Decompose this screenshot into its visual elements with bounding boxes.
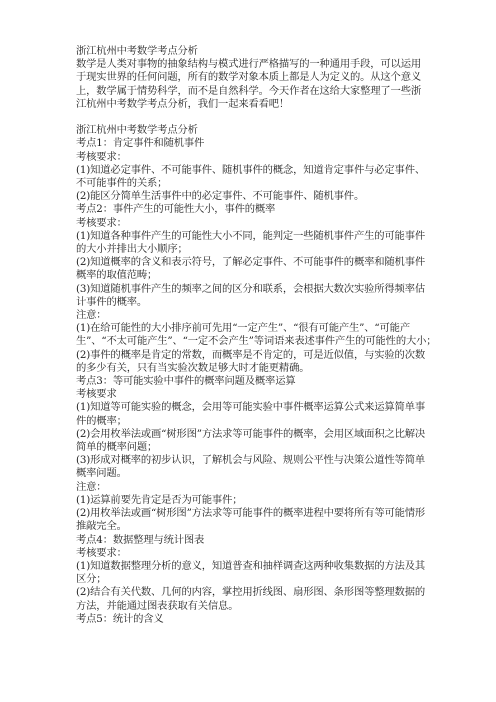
body-line: 的大小并排出大小顺序； [76,243,188,256]
topic-heading: 考点4：数据整理与统计图表 [76,533,205,546]
body-line: 概率问题。 [76,467,127,480]
topic-heading: 考点2：事件产生的可能性大小，事件的概率 [76,203,276,216]
body-line: (1)知道各种事件产生的可能性大小不同，能判定一些随机事件产生的可能事件 [76,229,425,242]
body-line: 件的概率； [76,414,127,427]
body-line: (1)知道数据整理分析的意义，知道普查和抽样调查这两种收集数据的方法及其 [76,559,425,572]
body-line: 简单的概率问题； [76,441,158,454]
body-line: (3)知道随机事件产生的频率之间的区分和联系，会根据大数次实验所得频率估 [76,282,425,295]
intro-line: 江杭州中考数学考点分析，我们一起来看看吧！ [76,97,290,110]
body-line: 的多少有关，只有当实验次数足够大时才能更精确。 [76,361,310,374]
body-line: 考核要求： [76,216,127,229]
paragraph-gap [76,111,446,124]
body-line: (1)在给可能性的大小排序前可先用“一定产生”、“很有可能产生”、“可能产 [76,322,410,335]
topic-heading: 考点1：肯定事件和随机事件 [76,137,205,150]
body-line: (2)会用枚举法或画“树形图”方法求等可能事件的概率，会用区域面积之比解决 [76,427,426,440]
body-line: 区分； [76,573,107,586]
body-line: (2)用枚举法或画“树形图”方法求等可能事件的概率进程中要将所有等可能情形 [76,507,426,520]
topic-heading: 考点3：等可能实验中事件的概率问题及概率运算 [76,375,296,388]
body-line: (3)形成对概率的初步认识，了解机会与风险、规则公平性与决策公道性等简单 [76,454,425,467]
body-line: 概率的取值范畴； [76,269,158,282]
document-title: 浙江杭州中考数学考点分析 [76,45,198,57]
intro-line: 数学是人类对事物的抽象结构与模式进行严格描写的一种通用手段，可以运用 [76,58,421,71]
section-heading: 浙江杭州中考数学考点分析 [76,124,198,137]
body-line: 考核要求： [76,150,127,163]
body-line: (2)能区分简单生活事件中的必定事件、不可能事件、随机事件。 [76,190,365,203]
intro-line: 于现实世界的任何问题，所有的数学对象本质上都是人为定义的。从这个意义 [76,71,421,84]
body-line: 方法，并能通过图表获取有关信息。 [76,599,239,612]
body-line: (2)结合有关代数、几何的内容，掌控用折线图、扇形图、条形图等整理数据的 [76,586,425,599]
body-line: (1)知道必定事件、不可能事件、随机事件的概念，知道肯定事件与必定事件、 [76,163,425,176]
body-line: 生”、“不太可能产生”、“一定不会产生”等词语来表述事件产生的可能性的大小； [76,335,437,348]
topic-heading: 考点5：统计的含义 [76,612,164,625]
intro-line: 上，数学属于情势科学，而不是自然科学。今天作者在这给大家整理了一些浙 [76,84,421,97]
body-line: 注意： [76,309,107,322]
body-line: 考核要求： [76,546,127,559]
body-line: (1)运算前要先肯定是否为可能事件； [76,493,243,506]
body-line: (2)知道概率的含义和表示符号，了解必定事件、不可能事件的概率和随机事件 [76,256,425,269]
body-line: 注意： [76,480,107,493]
body-line: (1)知道等可能实验的概念，会用等可能实验中事件概率运算公式来运算简单事 [76,401,425,414]
body-line: (2)事件的概率是肯定的常数，而概率是不肯定的，可是近似值，与实验的次数 [76,348,425,361]
body-line: 推敲完全。 [76,520,127,533]
body-line: 考核要求 [76,388,117,401]
body-line: 计事件的概率。 [76,295,148,308]
body-line: 不可能事件的关系； [76,177,168,190]
